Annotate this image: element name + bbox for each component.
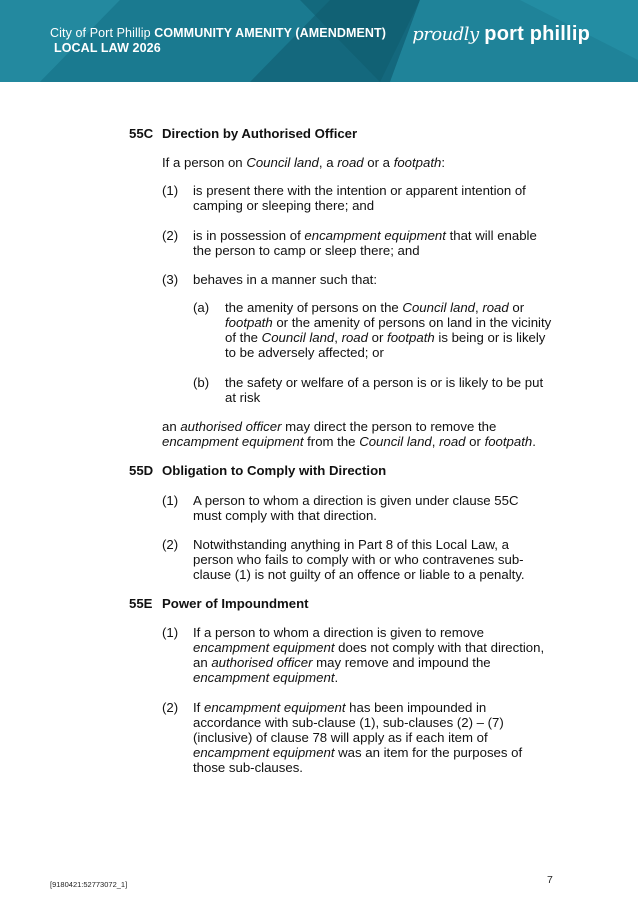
heading-number: 55C xyxy=(129,126,154,141)
heading-55e xyxy=(129,596,309,611)
page-number: 7 xyxy=(547,874,553,886)
item-text: Notwithstanding anything in Part 8 of this Local Law, a xyxy=(193,537,509,552)
header-title-line2: LOCAL LAW 2026 xyxy=(54,41,161,55)
item-text: those sub-clauses. xyxy=(193,760,303,775)
closing-text: encampment equipment from the Council land, road or footpath. xyxy=(162,434,536,449)
heading-title: Power of Impoundment xyxy=(162,596,309,611)
item-label: (2) xyxy=(162,700,179,715)
item-text: the person to camp or sleep there; and xyxy=(193,243,420,258)
item-text: must comply with that direction. xyxy=(193,508,377,523)
item-text: is present there with the intention or apparent intention of xyxy=(193,183,526,198)
heading-55d xyxy=(129,463,386,478)
item-text: (inclusive) of clause 78 will apply as if each item of xyxy=(193,730,488,745)
heading-title: Obligation to Comply with Direction xyxy=(162,463,387,478)
item-label: (2) xyxy=(162,537,179,552)
item-text: If encampment equipment has been impounded in xyxy=(193,700,487,715)
item-text: accordance with sub-clause (1), sub-clauses (2) – (7) xyxy=(193,715,504,730)
subitem-label: (a) xyxy=(193,300,210,315)
subitem-text: at risk xyxy=(225,390,261,405)
logo-script: proudly xyxy=(412,24,479,45)
header-title-bold: COMMUNITY AMENITY (AMENDMENT) xyxy=(154,26,387,40)
item-text: encampment equipment was an item for the purposes of xyxy=(193,745,523,760)
item-text: encampment equipment. xyxy=(193,670,339,685)
heading-title: Direction by Authorised Officer xyxy=(162,126,358,141)
item-label: (1) xyxy=(162,493,179,508)
item-label: (1) xyxy=(162,625,179,640)
item-text: person who fails to comply with or who contravenes sub- xyxy=(193,552,524,567)
subitem-text: footpath or the amenity of persons on land in the vicinity xyxy=(225,315,552,330)
header-title xyxy=(50,26,386,56)
item-text: is in possession of encampment equipment that will enable xyxy=(193,228,537,243)
heading-55c xyxy=(129,126,357,141)
item-text: camping or sleeping there; and xyxy=(193,198,375,213)
item-text: clause (1) is not guilty of an offence or liable to a penalty. xyxy=(193,567,525,582)
heading-number: 55D xyxy=(129,463,154,478)
subitem-text: to be adversely affected; or xyxy=(225,345,384,360)
item-text: A person to whom a direction is given under clause 55C xyxy=(193,493,519,508)
header-title-normal: City of Port Phillip xyxy=(50,26,155,40)
item-label: (3) xyxy=(162,272,179,287)
proudly-port-phillip-logo xyxy=(412,22,590,47)
logo-word: port phillip xyxy=(484,23,590,45)
subitem-text: of the Council land, road or footpath is being or is likely xyxy=(225,330,546,345)
subitem-text: the safety or welfare of a person is or is likely to be put xyxy=(225,375,544,390)
closing-text: an authorised officer may direct the person to remove the xyxy=(162,419,497,434)
intro-55c: If a person on Council land, a road or a footpath: xyxy=(162,155,446,170)
header-banner xyxy=(0,0,638,82)
document-reference: [9180421:52773072_1] xyxy=(50,880,128,889)
item-label: (2) xyxy=(162,228,179,243)
subitem-label: (b) xyxy=(193,375,210,390)
item-label: (1) xyxy=(162,183,179,198)
subitem-text: the amenity of persons on the Council land, road or xyxy=(225,300,525,315)
item-text: encampment equipment does not comply with that direction, xyxy=(193,640,545,655)
heading-number: 55E xyxy=(129,596,153,611)
item-text: behaves in a manner such that: xyxy=(193,272,378,287)
item-text: If a person to whom a direction is given to remove xyxy=(193,625,485,640)
item-text: an authorised officer may remove and impound the xyxy=(193,655,491,670)
